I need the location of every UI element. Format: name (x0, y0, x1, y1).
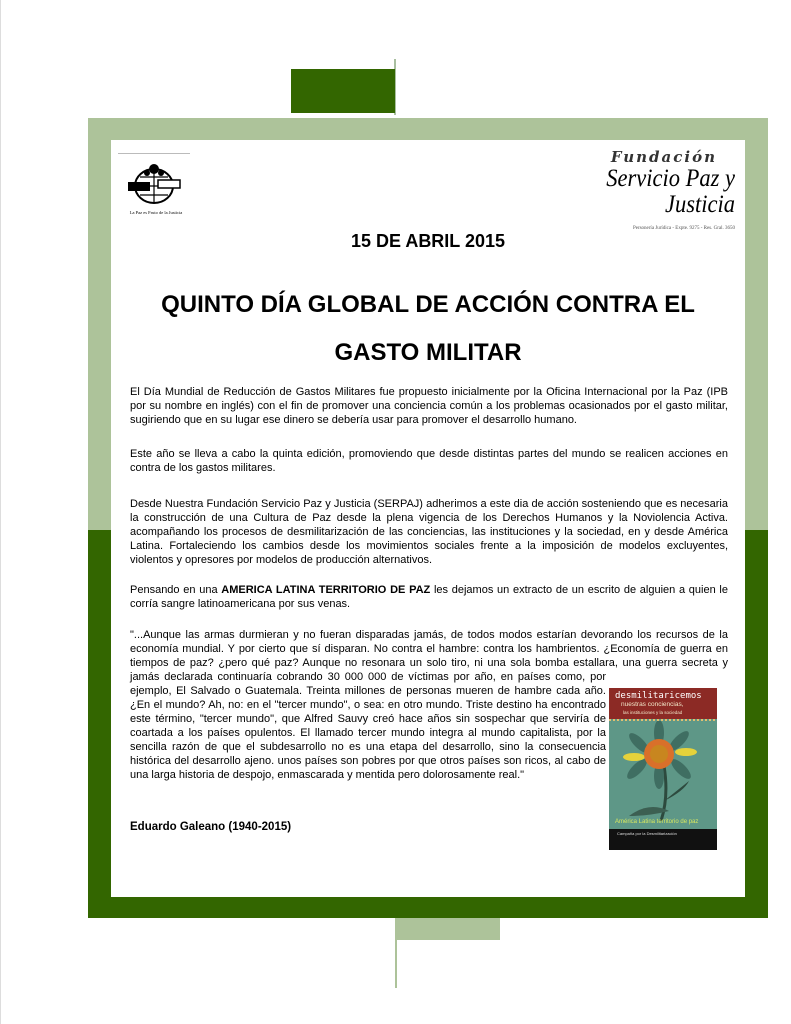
fundacion-logo (545, 148, 735, 231)
globe-handshake-icon (126, 161, 182, 207)
logo-fundacion: Fundación (610, 148, 717, 166)
text: les dejamos un extracto de un escrito de alguien a quien le corría sangre latinoamericana por sus venas. (130, 584, 728, 610)
document-date: 15 DE ABRIL 2015 (350, 231, 506, 251)
logo-name: Servicio Paz y Justicia (606, 165, 735, 218)
paragraph-edition: Este año se lleva a cabo la quinta edición, promoviendo que desde distintas partes del mundo se realicen acciones en contra de los gastos militares. (130, 448, 728, 474)
cover-footer: América Latina territorio de paz (615, 819, 699, 825)
book-cover-image (609, 688, 717, 850)
decorative-line (395, 918, 397, 988)
cover-title: desmilitaricemos (615, 691, 702, 701)
paragraph-intro: El Día Mundial de Reducción de Gastos Militares fue propuesto inicialmente por la Oficina Internacional por la Paz (IPB por su nombre en inglés) con el fin de promover una conciencia común a los problemas ocasionados por el gasto militar, sugiriendo que en su lugar ese dinero se debería usar para promover el desarrollo humano. (130, 386, 728, 426)
page-title (111, 281, 745, 377)
cover-campaign: Campaña por la Desmilitarización (617, 831, 677, 836)
serpaj-emblem-logo (116, 153, 196, 221)
decorative-green-block (291, 69, 395, 113)
cover-subtitle: nuestras conciencias, (621, 701, 684, 708)
text: Pensando en una (130, 584, 222, 596)
decorative-light-block (395, 918, 500, 940)
title-line-2: GASTO MILITAR (334, 339, 522, 366)
bold-text: AMERICA LATINA TERRITORIO DE PAZ (221, 584, 431, 596)
logo-registration: Personería Jurídica - Expte. 9275 - Res. Gral. 3650 (632, 226, 735, 231)
quote-text: "...Aunque las armas durmieran y no fueran disparadas jamás, de todos modos estarían devorando los recursos de la economía mundial. Y por cierto que sí disparan. No contra el hambre: contra los hambrientos. ¿Economía de guerra en tiempos de paz? ¿pero qué paz? Aunque no resonara un solo tiro, ni una sola bomba estallara, una guerra secreta y jamás declarada continuaría cobrando 30 000 000 de víctimas por año, en países como, por ejemplo, El Salvado o Guatemala. Treinta millones de personas mueren de hambre cada año. ¿En el mundo? Ah, no: en el "tercer mundo", o sea: en otro mundo. Triste destino ha encontrado este término, "tercer mundo", que Alfred Sauvy creó hace años sin sospechar que serviría de coartada a los países opulentos. El llamado tercer mundo integra al mundo capitalista, por la sencilla razón de que el subdesarrollo no es una etapa del desarrollo, sino la consecuencia histórica del desarrollo ajeno. unos países son pobres por que otros países son ricos, al cabo de una larga historia de despojo, enmascarada y mentida pero dolorosamente real." (130, 629, 728, 781)
paragraph-america-latina (130, 583, 728, 611)
sunflower-icon (609, 721, 717, 821)
quote-author: Eduardo Galeano (1940-2015) (130, 821, 292, 833)
title-line-1: QUINTO DÍA GLOBAL DE ACCIÓN CONTRA EL (161, 291, 695, 318)
emblem-caption: La Paz es Fruto de la Justicia (129, 210, 183, 215)
page-edge (0, 0, 1, 1024)
paragraph-serpaj: Desde Nuestra Fundación Servicio Paz y Justicia (SERPAJ) adherimos a este dia de acción sosteniendo que es necesaria la construcción de una Cultura de Paz desde la plena vigencia de los Derechos Humanos y la Noviolencia Activa. acompañando los procesos de desmilitarización de las conciencias, las instituciones y la sociedad, en y desde América Latina. Fortaleciendo los cambios desde los movimientos sociales frente a la imposición de modelos excluyentes, violentos y opresores por modelos de producción alternativos. (130, 498, 728, 566)
cover-header (609, 688, 717, 719)
cover-subtitle-2: las instituciones y la sociedad (623, 710, 683, 715)
